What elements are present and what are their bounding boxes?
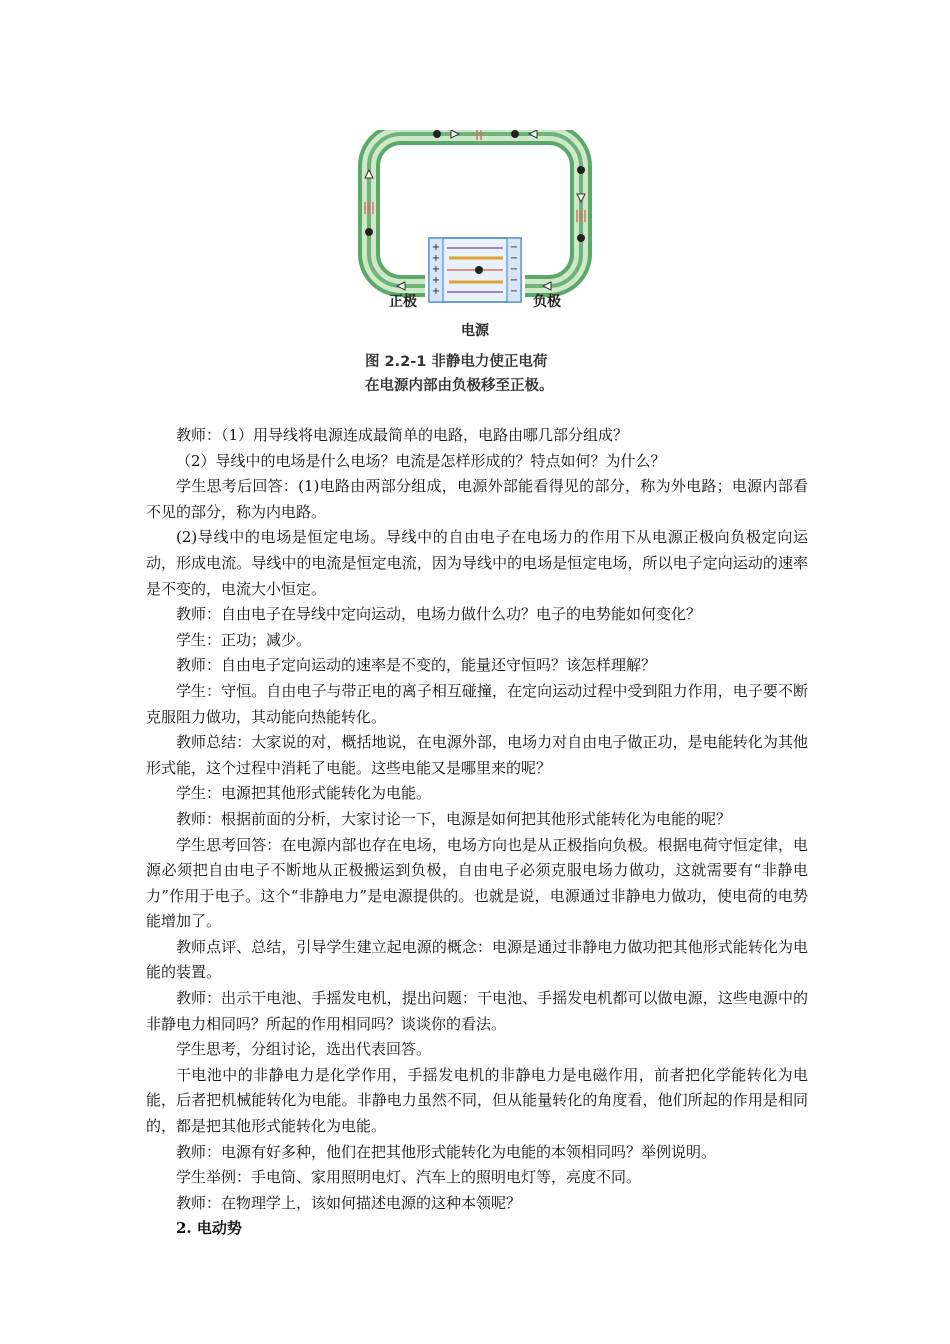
svg-text:−: − [509,264,519,275]
paragraph: 学生举例：手电筒、家用照明电灯、汽车上的照明电灯等，亮度不同。 [176,1168,642,1187]
svg-text:+: + [431,242,441,253]
paragraph: （2）导线中的电场是什么电场？电流是怎样形成的？特点如何？为什么？ [176,451,666,470]
figure-caption-line1: 图 2.2-1 非静电力使正电荷 [365,354,548,370]
paragraph: 学生：电源把其他形式能转化为电能。 [176,784,432,803]
negative-terminal-label: 负极 [533,294,561,310]
paragraph: 教师：根据前面的分析，大家讨论一下，电源是如何把其他形式能转化为电能的呢？ [176,809,732,828]
paragraph: 教师：自由电子在导线中定向运动，电场力做什么功？电子的电势能如何变化？ [176,605,702,624]
paragraph: 学生思考，分组讨论，选出代表回答。 [176,1040,432,1059]
svg-text:+: + [431,275,441,286]
circuit-figure [355,130,595,400]
paragraph: 教师点评、总结，引导学生建立起电源的概念：电源是通过非静电力做功把其他形式能转化为电能的装置。 [146,937,808,982]
svg-text:−: − [509,242,519,253]
paragraph: 学生：正功；减少。 [176,630,312,649]
paragraph: 教师：电源有好多种，他们在把其他形式能转化为电能的本领相同吗？举例说明。 [176,1142,717,1161]
power-source [429,238,521,302]
figure-caption-line2: 在电源内部由负极移至正极。 [365,378,554,394]
svg-text:+: + [431,253,441,264]
paragraph: 学生：守恒。自由电子与带正电的离子相互碰撞，在定向运动过程中受到阻力作用，电子要不断克服阻力做功，其动能向热能转化。 [146,681,808,726]
circuit-diagram [355,130,595,310]
paragraph: 学生思考后回答：(1)电路由两部分组成，电源外部能看得见的部分，称为外电路；电源内部看不见的部分，称为内电路。 [146,477,808,521]
svg-text:+: + [431,264,441,275]
paragraph: 教师：在物理学上，该如何描述电源的这种本领呢？ [176,1193,522,1212]
paragraph: 学生思考回答：在电源内部也存在电场，电场方向也是从正极指向负极。根据电荷守恒定律，电源必须把自由电子不断地从正极搬运到负极，自由电子必须克服电场力做功，这就需要有“非静电力”作用于电子。这个“非静电力”是电源提供的。也就是说，电源通过非静电力做功，使电荷的电势能增加了。 [146,835,808,931]
paragraph: 教师：出示干电池、手摇发电机，提出问题：干电池、手摇发电机都可以做电源，这些电源中的非静电力相同吗？所起的作用相同吗？谈谈你的看法。 [146,989,808,1033]
positive-terminal-label: 正极 [389,294,417,310]
svg-text:−: − [509,286,519,297]
paragraph: 教师：自由电子定向运动的速率是不变的，能量还守恒吗？该怎样理解？ [176,656,657,675]
paragraph: 干电池中的非静电力是化学作用，手摇发电机的非静电力是电磁作用，前者把化学能转化为电能，后者把机械能转化为电能。非静电力虽然不同，但从能量转化的角度看，他们所起的作用是相同的，都是把其他形式能转化为电能。 [146,1065,808,1136]
paragraph: 教师总结：大家说的对，概括地说，在电源外部，电场力对自由电子做正功，是电能转化为其他形式能，这个过程中消耗了电能。这些电能又是哪里来的呢？ [146,733,808,777]
svg-text:−: − [509,253,519,264]
lesson-body [146,423,808,1242]
source-label: 电源 [461,323,489,339]
svg-text:+: + [431,286,441,297]
section-heading: 2. 电动势 [176,1219,242,1238]
paragraph: (2)导线中的电场是恒定电场。导线中的自由电子在电场力的作用下从电源正极向负极定向运动，形成电流。导线中的电流是恒定电流，因为导线中的电场是恒定电场，所以电子定向运动的速率是不变的，电流大小恒定。 [146,528,808,598]
electron-markers [365,130,585,242]
svg-text:−: − [509,275,519,286]
paragraph: 教师：（1）用导线将电源连成最简单的电路，电路由哪几部分组成？ [176,426,629,444]
